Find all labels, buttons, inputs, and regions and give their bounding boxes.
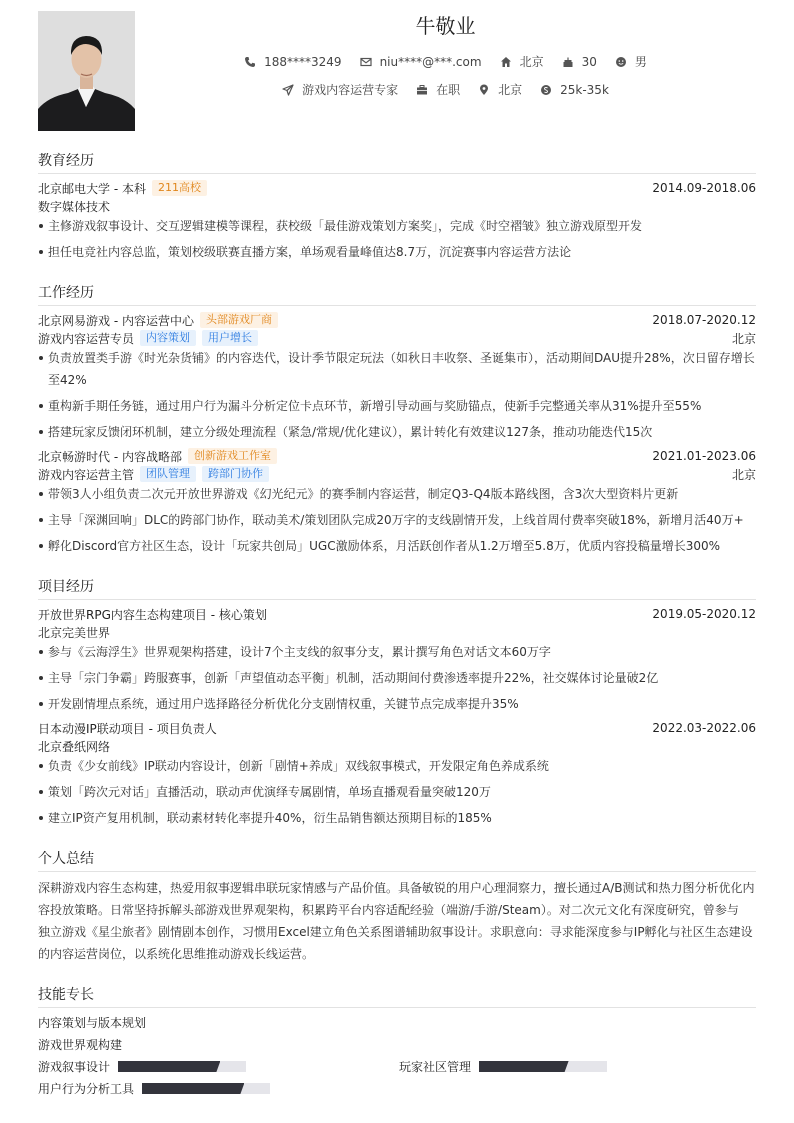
- section-title: 教育经历: [38, 150, 756, 174]
- send-icon: [282, 84, 294, 96]
- education-header: [38, 180, 756, 196]
- job-role-line: [38, 330, 756, 346]
- project-name: 日本动漫IP联动项目 - 项目负责人: [38, 721, 217, 736]
- city-info: [500, 53, 544, 70]
- email-text: niu****@***.com: [379, 54, 482, 69]
- project-org-line: [38, 624, 756, 640]
- projects-section: [38, 576, 756, 600]
- salary-text: 25k-35k: [560, 82, 609, 97]
- gender-info: [615, 53, 647, 70]
- phone-info: [244, 55, 341, 69]
- list-item: 开发剧情埋点系统，通过用户选择路径分析优化分支剧情权重，关键节点完成率提升35%: [38, 693, 756, 715]
- project-org: 北京完美世界: [38, 625, 111, 640]
- project-org-line: [38, 738, 756, 754]
- phone-icon: [244, 56, 256, 68]
- list-item: 参与《云海浮生》世界观架构搭建，设计7个主支线的叙事分支，累计撰写角色对话文本60万字: [38, 641, 756, 663]
- city-text: 北京: [519, 55, 544, 69]
- summary-section: [38, 848, 756, 872]
- job-role: 游戏内容运营专员: [38, 331, 135, 346]
- target-city-info: [478, 81, 522, 98]
- mail-icon: [360, 56, 372, 68]
- school-tag: 211高校: [152, 180, 207, 196]
- skill-level-bar: [142, 1083, 270, 1094]
- skills-section: [38, 984, 756, 1008]
- skill-item: 内容策划与版本规划: [38, 1016, 147, 1030]
- summary-line: 深耕游戏内容生态构建，热爱用叙事逻辑串联玩家情感与产品价值。具备敏锐的用户心理洞察力，擅长通过A/B测试和热力图分析优化内: [38, 881, 755, 895]
- list-item: 孵化Discord官方社区生态，设计「玩家共创局」UGC激励体系，月活跃创作者从1.2万增至5.8万，优质内容投稿量增长300%: [38, 535, 756, 557]
- role-tag: 用户增长: [202, 330, 258, 346]
- company-tag: 头部游戏厂商: [200, 312, 278, 328]
- skill-level-bar: [479, 1061, 607, 1072]
- project-date: 2019.05-2020.12: [652, 607, 756, 621]
- education-major: 数字媒体技术: [38, 199, 111, 214]
- candidate-name: 牛敬业: [415, 14, 476, 38]
- cake-icon: [562, 56, 574, 68]
- job-role: 游戏内容运营主管: [38, 467, 135, 482]
- project-header: [38, 606, 756, 622]
- list-item: 主修游戏叙事设计、交互逻辑建模等课程，获校级「最佳游戏策划方案奖」，完成《时空褶皱》独立游戏原型开发: [38, 215, 756, 237]
- gender-text: 男: [634, 55, 647, 69]
- money-icon: [540, 84, 552, 96]
- list-item: 搭建玩家反馈闭环机制，建立分级处理流程（紧急/常规/优化建议），累计转化有效建议127条，推动功能迭代15次: [38, 421, 756, 443]
- skill-name: 游戏叙事设计: [38, 1060, 111, 1074]
- work-section: [38, 282, 756, 306]
- job-target-text: 游戏内容运营专家: [302, 83, 399, 97]
- education-section: [38, 150, 756, 174]
- skill-name: 玩家社区管理: [399, 1060, 472, 1074]
- project-name: 开放世界RPG内容生态构建项目 - 核心策划: [38, 607, 267, 622]
- section-title: 工作经历: [38, 282, 756, 306]
- job-role-line: [38, 466, 756, 482]
- list-item: 负责《少女前线》IP联动内容设计，创新「剧情+养成」双线叙事模式，开发限定角色养成系统: [38, 755, 756, 777]
- age-text: 30: [581, 54, 597, 69]
- home-icon: [500, 56, 512, 68]
- briefcase-icon: [416, 84, 428, 96]
- gender-icon: [615, 56, 627, 68]
- status-text: 在职: [436, 83, 461, 97]
- email-info: [360, 55, 482, 69]
- list-item: 主导「宗门争霸」跨服赛事，创新「声望值动态平衡」机制，活动期间付费渗透率提升22%，社交媒体讨论量破2亿: [38, 667, 756, 689]
- target-city-text: 北京: [498, 83, 523, 97]
- status-info: [416, 81, 460, 98]
- summary-line: 独立游戏《星尘旅者》剧情剧本创作，习惯用Excel建立角色关系图谱辅助叙事设计。求职意向：寻求能深度参与IP孵化与社区生态建设: [38, 925, 753, 939]
- project-org: 北京叠纸网络: [38, 739, 111, 754]
- skill-level-bar: [118, 1061, 246, 1072]
- job-date: 2021.01-2023.06: [652, 449, 756, 463]
- job-location: 北京: [731, 331, 756, 346]
- list-item: 负责放置类手游《时光杂货铺》的内容迭代，设计季节限定玩法（如秋日丰收祭、圣诞集市），活动期间DAU提升28%，次日留存增长: [38, 347, 756, 369]
- job-intent-row: [135, 81, 756, 98]
- company-name: 北京网易游戏 - 内容运营中心: [38, 313, 194, 328]
- role-tag: 内容策划: [140, 330, 196, 346]
- job-target-info: [282, 81, 398, 98]
- job-header: [38, 312, 756, 328]
- list-item: 担任电竞社内容总监，策划校级联赛直播方案，单场观看量峰值达8.7万，沉淀赛事内容运营方法论: [38, 241, 756, 263]
- age-info: [562, 55, 597, 69]
- summary-line: 的内容运营岗位，以系统化思维推动游戏长线运营。: [38, 947, 315, 961]
- skill-level-fill: [118, 1061, 220, 1072]
- summary-line: 容投放策略。日常坚持拆解头部游戏世界观架构，积累跨平台内容适配经验（端游/手游/Steam）。对二次元文化有深度研究，曾参与: [38, 903, 739, 917]
- salary-info: [540, 83, 609, 97]
- job-location: 北京: [731, 467, 756, 482]
- phone-text: 188****3249: [264, 54, 342, 69]
- list-item-continuation: 至42%: [48, 373, 87, 387]
- school-name: 北京邮电大学 - 本科: [38, 181, 146, 196]
- profile-photo: [38, 11, 135, 131]
- contact-row: [135, 53, 756, 70]
- company-name: 北京畅游时代 - 内容战略部: [38, 449, 182, 464]
- location-icon: [478, 84, 490, 96]
- section-title: 个人总结: [38, 848, 756, 872]
- list-item: 策划「跨次元对话」直播活动，联动声优演绎专属剧情，单场直播观看量突破120万: [38, 781, 756, 803]
- skill-level-fill: [142, 1083, 244, 1094]
- company-tag: 创新游戏工作室: [188, 448, 277, 464]
- job-header: [38, 448, 756, 464]
- skill-level-fill: [479, 1061, 569, 1072]
- section-title: 项目经历: [38, 576, 756, 600]
- list-item: 带领3人小组负责二次元开放世界游戏《幻光纪元》的赛季制内容运营，制定Q3-Q4版本路线图，含3次大型资料片更新: [38, 483, 756, 505]
- list-item: 重构新手期任务链，通过用户行为漏斗分析定位卡点环节，新增引导动画与奖励锚点，使新手完整通关率从31%提升至55%: [38, 395, 756, 417]
- project-header: [38, 720, 756, 736]
- role-tag: 跨部门协作: [202, 466, 269, 482]
- project-date: 2022.03-2022.06: [652, 721, 756, 735]
- skill-item: 游戏世界观构建: [38, 1038, 123, 1052]
- job-date: 2018.07-2020.12: [652, 313, 756, 327]
- skill-name: 用户行为分析工具: [38, 1082, 135, 1096]
- education-major-line: [38, 198, 756, 214]
- list-item: 主导「深渊回响」DLC的跨部门协作，联动美术/策划团队完成20万字的支线剧情开发，上线首周付费率突破18%，新增月活40万+: [38, 509, 756, 531]
- education-date: 2014.09-2018.06: [652, 181, 756, 195]
- role-tag: 团队管理: [140, 466, 196, 482]
- section-title: 技能专长: [38, 984, 756, 1008]
- list-item: 建立IP资产复用机制，联动素材转化率提升40%，衍生品销售额达预期目标的185%: [38, 807, 756, 829]
